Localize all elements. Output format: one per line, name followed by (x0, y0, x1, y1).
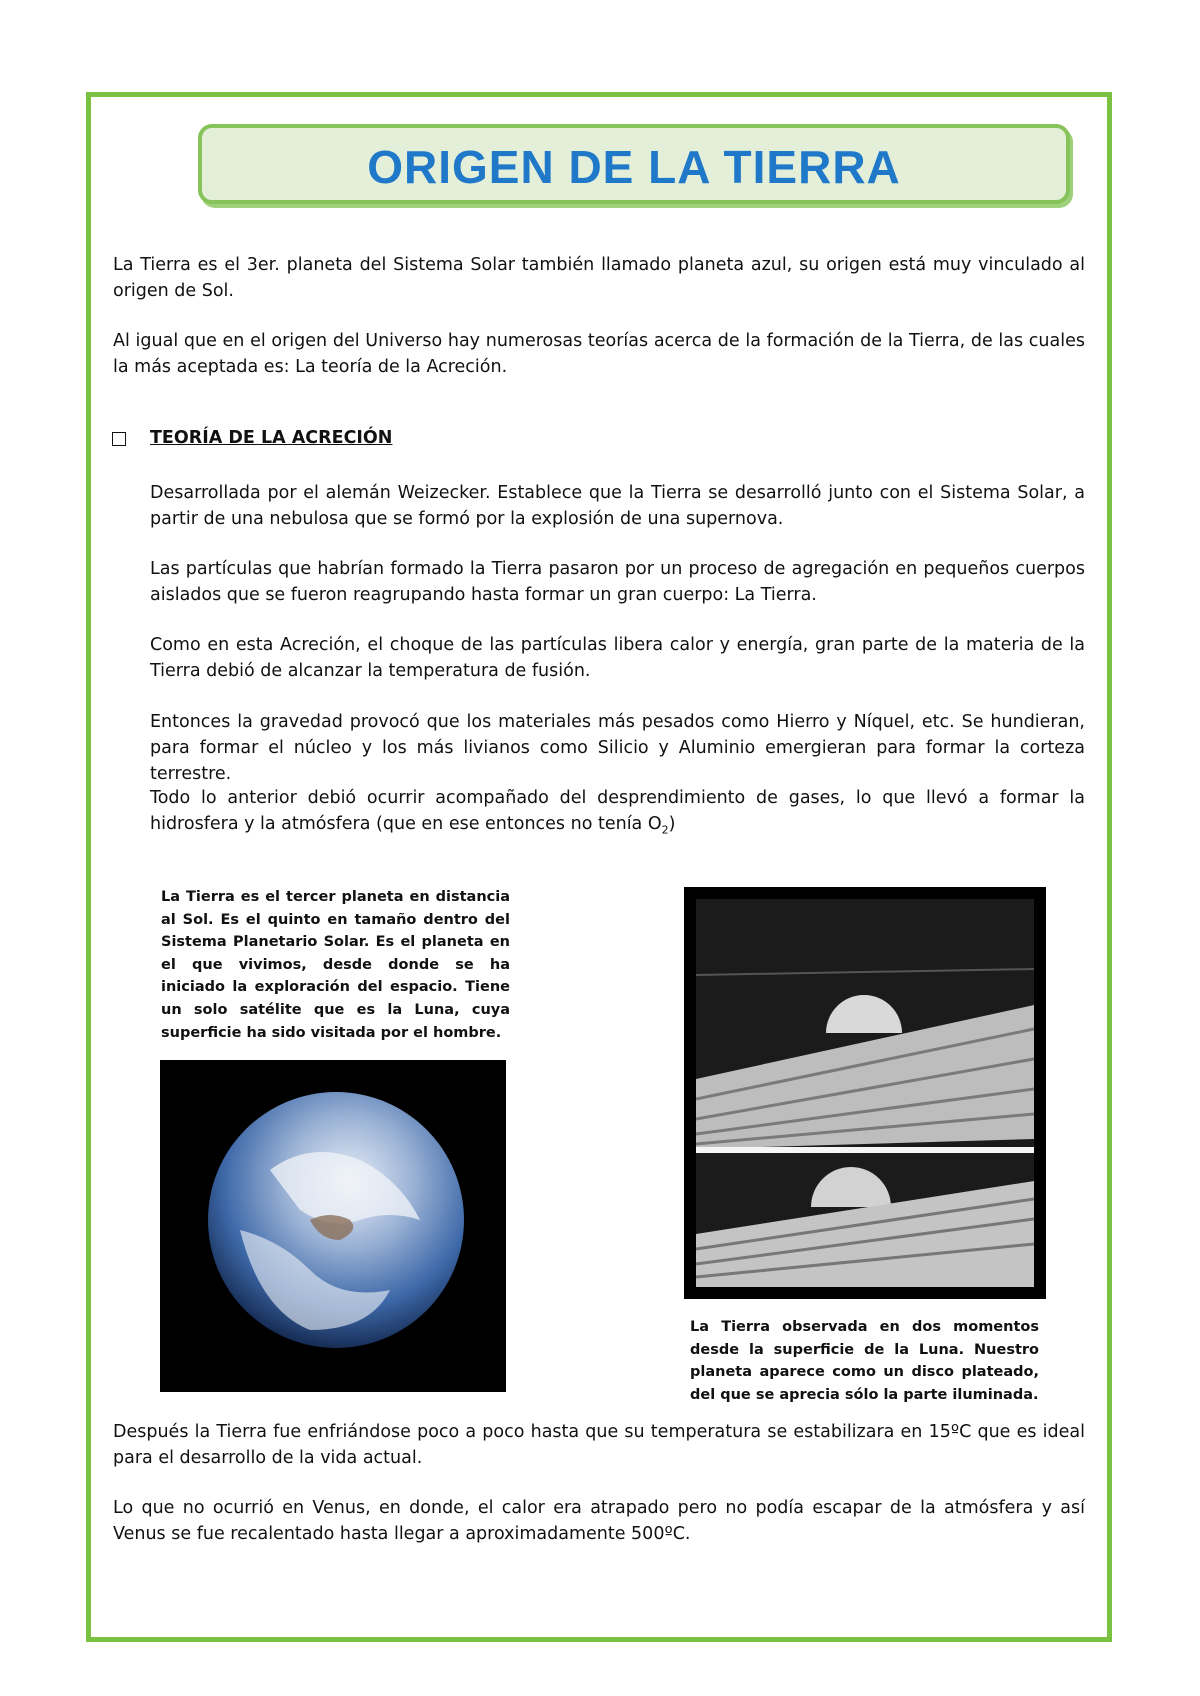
intro-paragraph-2: Al igual que en el origen del Universo hay numerosas teorías acerca de la formación de la Tierra, de las cuales la más aceptada es: La teoría de la Acreción. (113, 331, 1085, 377)
title-box (198, 124, 1070, 204)
section-paragraph-5 (150, 785, 1085, 844)
section-heading: TEORÍA DE LA ACRECIÓN (150, 428, 393, 448)
oxygen-subscript: 2 (661, 823, 669, 837)
section-paragraph-3: Como en esta Acreción, el choque de las partículas libera calor y energía, gran parte de la materia de la Tierra debió de alcanzar la temperatura de fusión. (150, 635, 1085, 681)
closing-paragraph-1: Después la Tierra fue enfriándose poco a poco hasta que su temperatura se estabilizara en 15ºC que es ideal para el desarrollo de la vida actual. (113, 1422, 1085, 1468)
earth-caption: La Tierra es el tercer planeta en distancia al Sol. Es el quinto en tamaño dentro del Sistema Planetario Solar. Es el planeta en el que vivimos, desde donde se ha iniciado la exploración del espacio. Tiene un solo satélite que es la Luna, cuya superficie ha sido visitada por el hombre. (161, 889, 510, 1041)
section-paragraph-4: Entonces la gravedad provocó que los materiales más pesados como Hierro y Níquel, etc. Se hundieran, para formar el núcleo y los más livianos como Silicio y Aluminio emergieran para formar la corteza terrestre. (150, 712, 1085, 784)
closing-paragraph-2: Lo que no ocurrió en Venus, en donde, el calor era atrapado pero no podía escapar de la atmósfera y así Venus se fue recalentado hasta llegar a aproximadamente 500ºC. (113, 1498, 1085, 1544)
page-border (86, 92, 1112, 1642)
earth-globe-icon (160, 1060, 506, 1392)
bullet-icon (112, 432, 126, 446)
page-title: ORIGEN DE LA TIERRA (367, 141, 901, 193)
section-paragraph-5-end: ) (668, 814, 676, 834)
section-paragraph-2: Las partículas que habrían formado la Tierra pasaron por un proceso de agregación en pequeños cuerpos aislados que se fueron reagrupando hasta formar un gran cuerpo: La Tierra. (150, 559, 1085, 605)
section-paragraph-5-text: Todo lo anterior debió ocurrir acompañado del desprendimiento de gases, lo que llevó a formar la hidrosfera y la atmósfera (que en ese entonces no tenía O (150, 788, 1085, 834)
intro-paragraph-1: La Tierra es el 3er. planeta del Sistema Solar también llamado planeta azul, su origen está muy vinculado al origen de Sol. (113, 255, 1085, 301)
moon-photo (684, 887, 1046, 1299)
section-paragraph-1: Desarrollada por el alemán Weizecker. Establece que la Tierra se desarrolló junto con el Sistema Solar, a partir de una nebulosa que se formó por la explosión de una supernova. (150, 483, 1085, 529)
earth-photo (160, 1060, 506, 1392)
earthrise-icon (696, 899, 1034, 1287)
moon-caption: La Tierra observada en dos momentos desde la superficie de la Luna. Nuestro planeta aparece como un disco plateado, del que se aprecia sólo la parte iluminada. (690, 1319, 1039, 1403)
